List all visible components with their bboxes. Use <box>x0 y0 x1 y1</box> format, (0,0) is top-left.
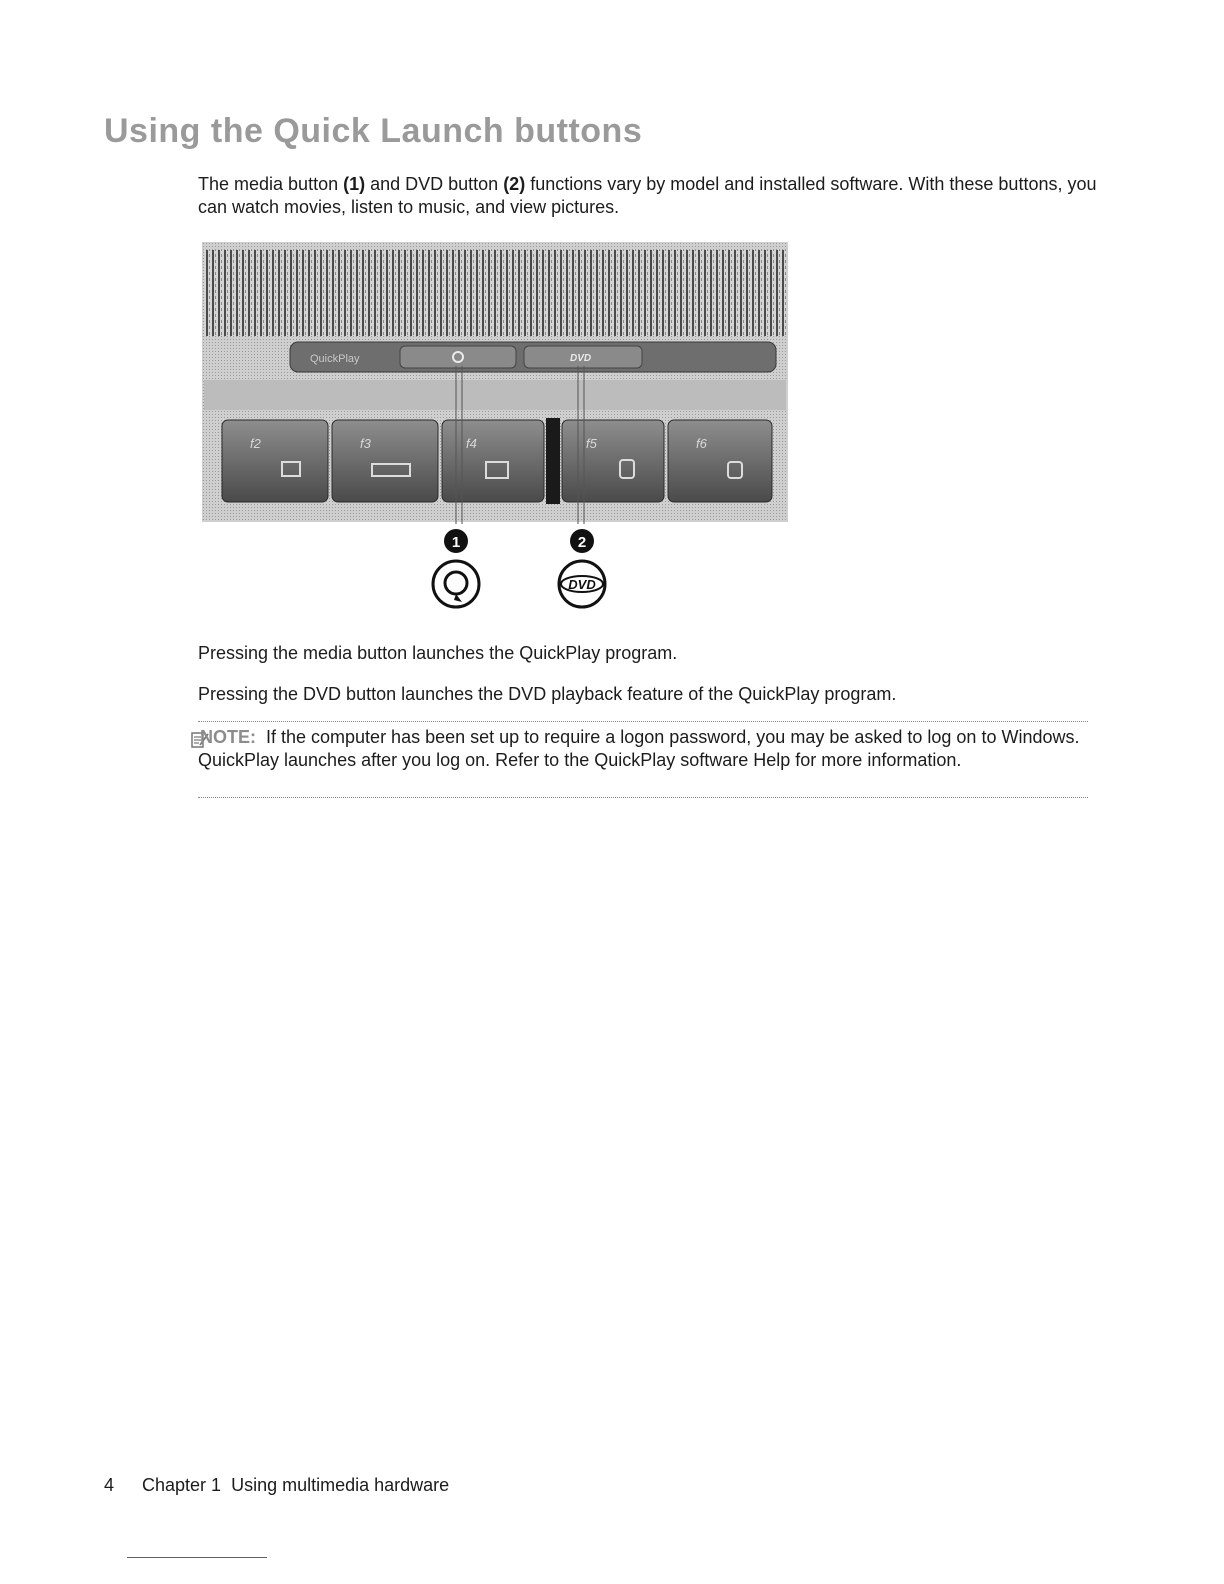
keyboard-edge <box>204 380 786 410</box>
key-label-f5: f5 <box>586 436 597 451</box>
intro-paragraph <box>198 173 1098 219</box>
paragraph-media-button: Pressing the media button launches the QuickPlay program. <box>198 643 678 663</box>
key-gap <box>546 418 560 504</box>
callout-number-1: 1 <box>451 534 461 551</box>
page-title: Using the Quick Launch buttons <box>104 112 643 150</box>
media-button <box>400 346 516 368</box>
speaker-grille <box>204 250 786 336</box>
dvd-button-label: DVD <box>570 353 592 364</box>
callout-number-2: 2 <box>577 534 587 551</box>
footer-rule <box>127 1557 267 1558</box>
callout-ref-1: (1) <box>343 174 366 194</box>
intro-text-1: The media button <box>198 174 344 194</box>
note-text: If the computer has been set up to require a logon password, you may be asked to log on to Windows. QuickPlay launches after you log on. Refer to the QuickPlay software Help for more information. <box>198 727 1080 770</box>
paragraph-dvd-button: Pressing the DVD button launches the DVD playback feature of the QuickPlay program. <box>198 684 897 704</box>
panel-label: QuickPlay <box>310 353 360 365</box>
note <box>198 726 1093 772</box>
callout-ref-2: (2) <box>503 174 526 194</box>
key-f5 <box>562 420 664 502</box>
key-f6 <box>668 420 772 502</box>
note-label: NOTE: <box>200 727 256 747</box>
intro-text-3: functions vary by model and installed software. With these buttons, you can watch movies, listen to music, and view pictures. <box>198 174 1097 217</box>
page-footer <box>104 1475 449 1496</box>
key-f2 <box>222 420 328 502</box>
quick-launch-figure <box>200 240 790 620</box>
page-number: 4 <box>104 1475 115 1495</box>
chapter-label: Chapter 1 <box>142 1475 222 1495</box>
dvd-icon-text: DVD <box>568 577 596 592</box>
quickplay-media-icon <box>433 561 479 607</box>
key-label-f4: f4 <box>466 436 477 451</box>
dvd-icon <box>559 561 605 607</box>
key-label-f2: f2 <box>250 436 261 451</box>
chapter-title: Using multimedia hardware <box>231 1475 450 1495</box>
key-label-f3: f3 <box>360 436 371 451</box>
key-f3 <box>332 420 438 502</box>
key-label-f6: f6 <box>696 436 707 451</box>
intro-text-2: and DVD button <box>365 174 504 194</box>
